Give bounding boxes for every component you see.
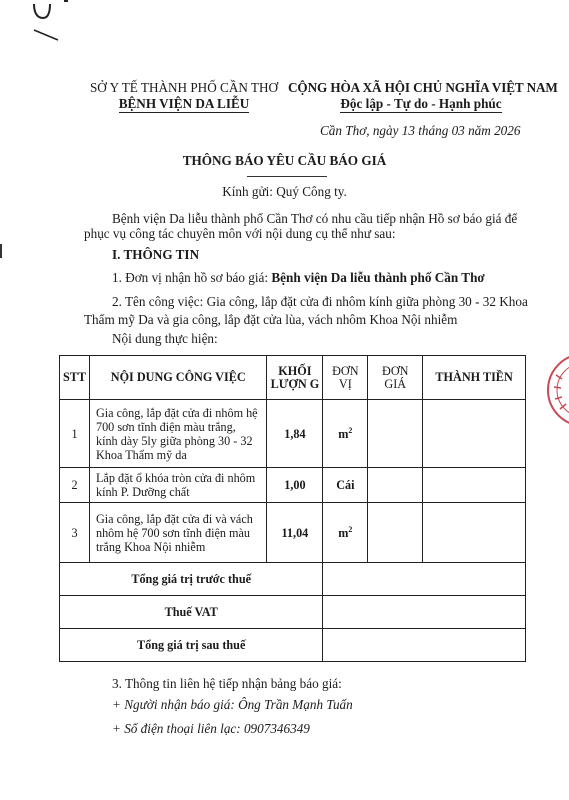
item-receiving-unit-value: Bệnh viện Da liễu thành phố Cần Thơ	[271, 270, 485, 285]
header-description: NỘI DUNG CÔNG VIỆC	[89, 356, 266, 400]
row-description: Gia công, lắp đặt cửa đi nhôm hệ 700 sơn tĩnh điện màu trắng, kính dày 5ly giữa phòng 30 - 32 Khoa Thẩm mỹ da	[89, 400, 266, 468]
header-total: THÀNH TIỀN	[423, 356, 526, 400]
header-quantity: KHỐI LƯỢN G	[267, 356, 323, 400]
row-description: Gia công, lắp đặt cửa đi và vách nhôm hệ 700 sơn tĩnh điện màu trắng Khoa Nội nhiễm	[89, 503, 266, 563]
row-quantity: 1,00	[267, 468, 323, 503]
official-stamp-fragment	[536, 345, 569, 435]
table-row	[60, 503, 526, 563]
row-unit-superscript: 2	[348, 524, 353, 534]
agency-header	[84, 80, 284, 113]
summary-row-before-tax	[60, 563, 526, 596]
summary-row-vat	[60, 596, 526, 629]
row-total	[423, 400, 526, 468]
row-unit-text: m	[338, 426, 349, 441]
header-unit: ĐƠN VỊ	[323, 356, 368, 400]
row-stt: 1	[60, 400, 90, 468]
row-unit-text: Cái	[336, 478, 355, 492]
summary-after-tax-value	[323, 629, 526, 662]
contact-heading: 3. Thông tin liên hệ tiếp nhận bảng báo giá:	[112, 676, 342, 691]
row-description: Lắp đặt ổ khóa tròn cửa đi nhôm kính P. Dưỡng chất	[89, 468, 266, 503]
contact-person: + Người nhận báo giá: Ông Trần Mạnh Tuấn	[112, 697, 353, 712]
row-unit-price	[368, 468, 423, 503]
table-row	[60, 468, 526, 503]
row-unit	[323, 400, 368, 468]
document-date: Cần Thơ, ngày 13 tháng 03 năm 2026	[320, 123, 521, 138]
row-unit-price	[368, 503, 423, 563]
item-job-name: 2. Tên công việc: Gia công, lắp đặt cửa đi nhôm kính giữa phòng 30 - 32 Khoa Thẩm mỹ Da và gia công, lắp đặt cửa lùa, vách nhôm Khoa Nội nhiễm	[84, 294, 528, 327]
contact-phone: + Số điện thoại liên lạc: 0907346349	[112, 721, 310, 736]
handwritten-mark	[28, 0, 68, 42]
summary-vat-value	[323, 596, 526, 629]
agency-name: BỆNH VIỆN DA LIỄU	[118, 96, 250, 111]
row-quantity: 11,04	[267, 503, 323, 563]
row-unit	[323, 503, 368, 563]
row-stt: 3	[60, 503, 90, 563]
recipient-line: Kính gửi: Quý Công ty.	[222, 184, 347, 199]
row-total	[423, 503, 526, 563]
quotation-table	[59, 355, 526, 662]
national-title: CỘNG HÒA XÃ HỘI CHỦ NGHĨA VIỆT NAM	[288, 80, 558, 95]
scan-edge-mark	[0, 244, 3, 258]
item-receiving-unit-label: 1. Đơn vị nhận hồ sơ báo giá:	[112, 270, 272, 285]
row-unit-superscript: 2	[348, 425, 353, 435]
document-title: THÔNG BÁO YÊU CẦU BÁO GIÁ	[182, 153, 387, 168]
header-stt: STT	[60, 356, 90, 400]
row-unit	[323, 468, 368, 503]
title-divider	[247, 176, 327, 177]
summary-before-tax-value	[323, 563, 526, 596]
row-unit-text: m	[338, 525, 349, 540]
summary-after-tax-label: Tổng giá trị sau thuế	[60, 629, 323, 662]
row-unit-price	[368, 400, 423, 468]
row-quantity: 1,84	[267, 400, 323, 468]
national-motto: Độc lập - Tự do - Hạnh phúc	[340, 96, 502, 111]
agency-parent: SỞ Y TẾ THÀNH PHỐ CẦN THƠ	[89, 80, 279, 95]
summary-row-after-tax	[60, 629, 526, 662]
header-unit-price: ĐƠN GIÁ	[368, 356, 423, 400]
table-row	[60, 400, 526, 468]
row-total	[423, 468, 526, 503]
content-label: Nội dung thực hiện:	[112, 331, 218, 346]
summary-vat-label: Thuế VAT	[60, 596, 323, 629]
item-receiving-unit	[112, 270, 485, 286]
section-heading: I. THÔNG TIN	[112, 247, 200, 262]
national-header	[288, 80, 558, 113]
row-stt: 2	[60, 468, 90, 503]
summary-before-tax-label: Tổng giá trị trước thuế	[60, 563, 323, 596]
table-header-row	[60, 356, 526, 400]
intro-paragraph: Bệnh viện Da liễu thành phố Cần Thơ có nhu cầu tiếp nhận Hồ sơ báo giá để phục vụ công tác chuyên môn với nội dung cụ thể như sau:	[84, 211, 518, 241]
